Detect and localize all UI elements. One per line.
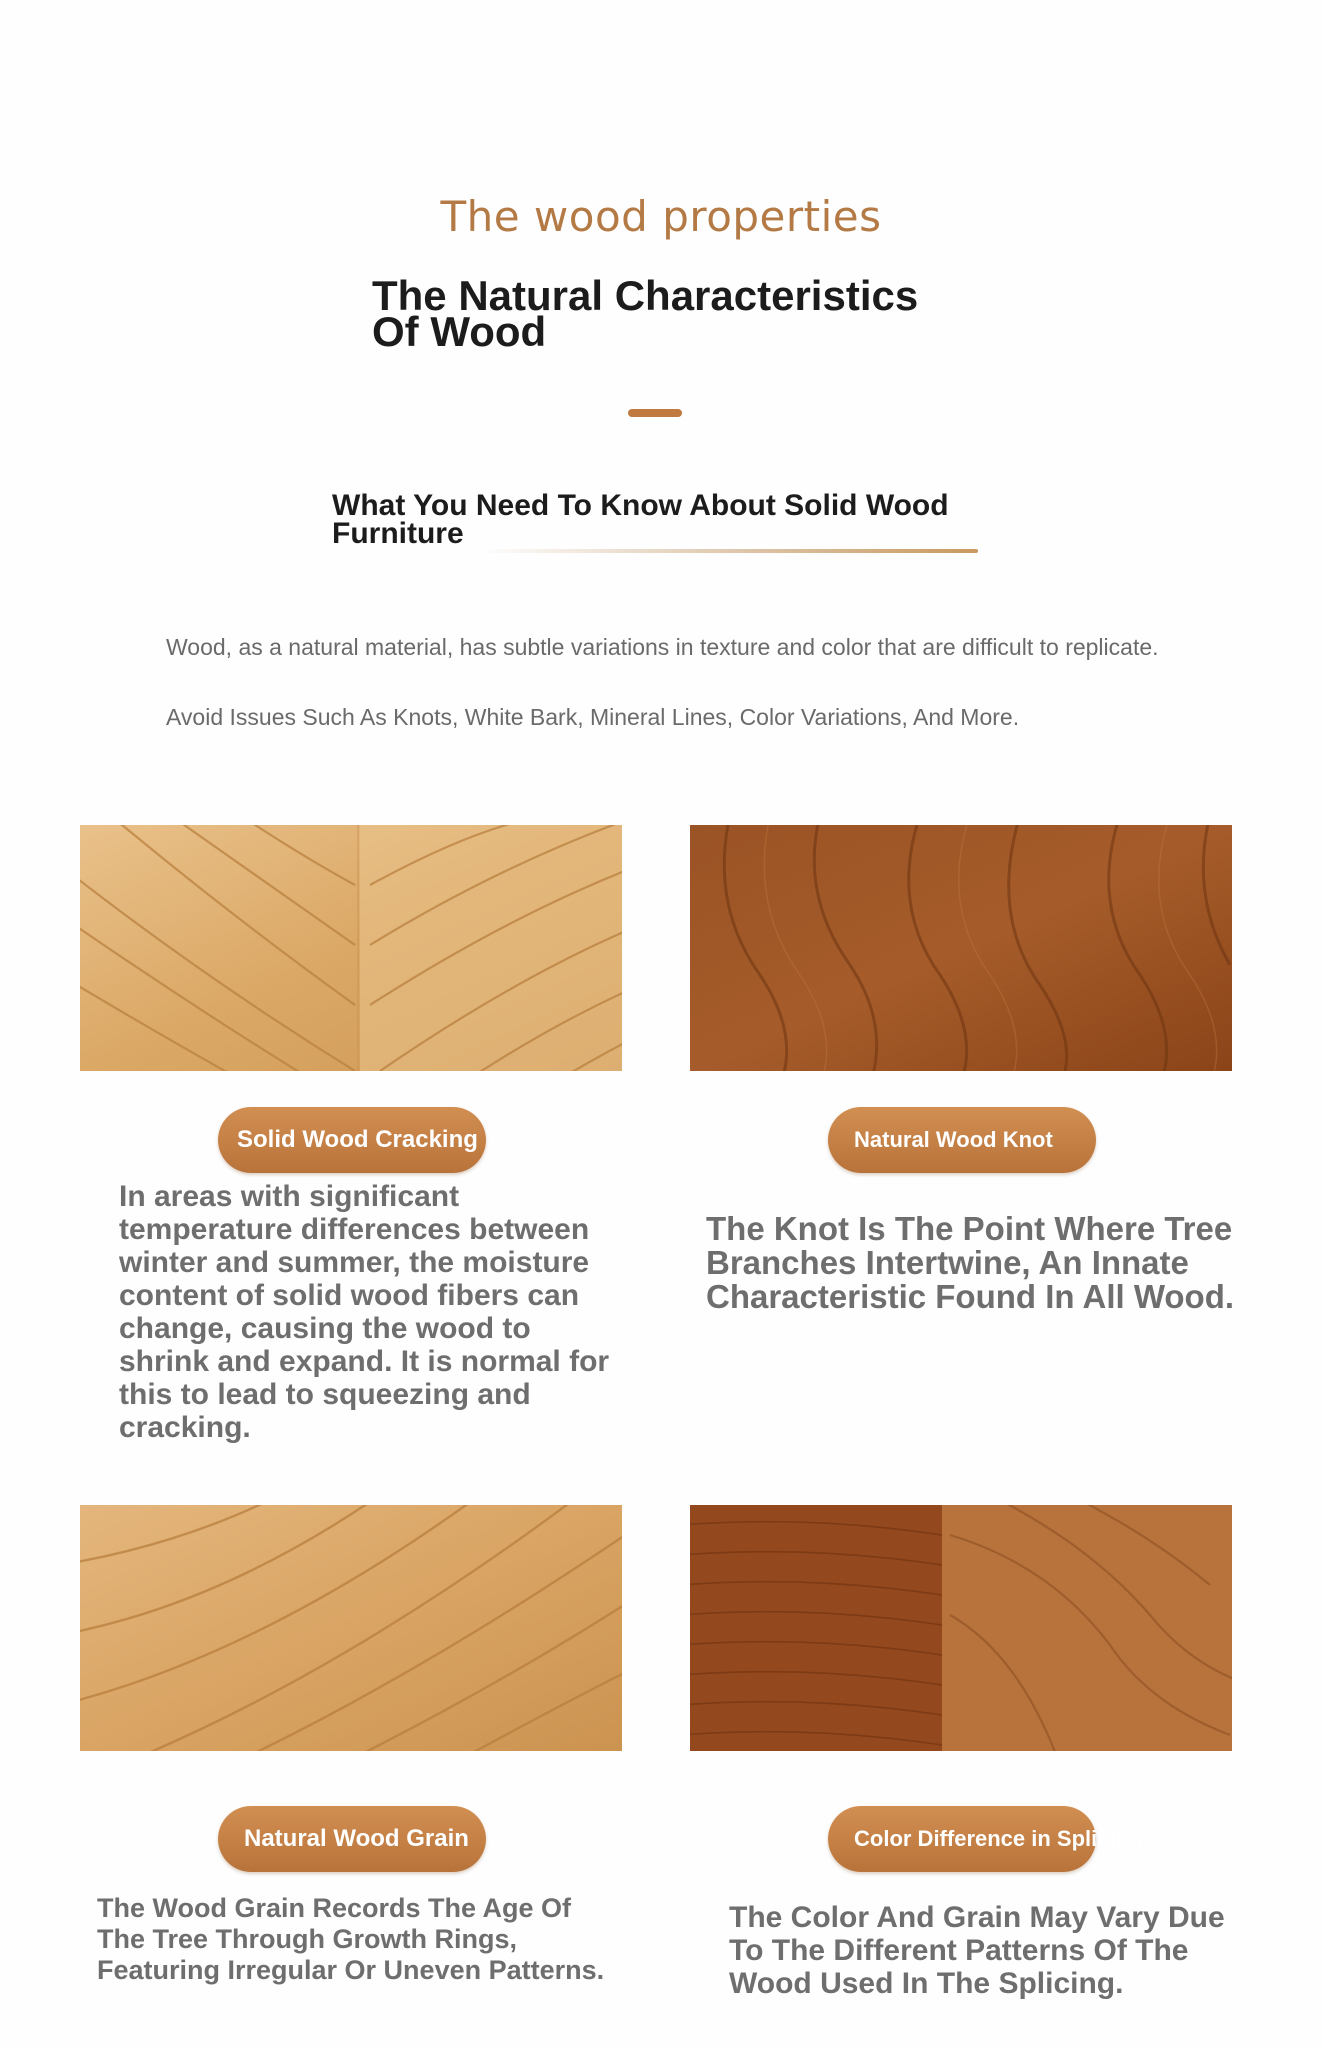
description-natural-wood-grain: The Wood Grain Records The Age Of The Tree Through Growth Rings, Featuring Irregular Or Uneven Patterns.: [97, 1893, 605, 1985]
intro-line-1: Wood, as a natural material, has subtle variations in texture and color that are difficult to replicate.: [166, 634, 1159, 660]
label-natural-wood-grain: Natural Wood Grain: [218, 1806, 486, 1872]
label-natural-wood-knot: Natural Wood Knot: [828, 1107, 1096, 1173]
wood-image-splicing: [690, 1505, 1232, 1751]
section-subheading: What You Need To Know About Solid Wood Furniture: [332, 489, 949, 550]
subheading-underline: [480, 549, 978, 553]
page-title: The Natural Characteristics Of Wood: [372, 272, 919, 355]
description-natural-wood-knot: The Knot Is The Point Where Tree Branches Intertwine, An Innate Characteristic Found In All Wood.: [706, 1210, 1235, 1315]
wood-image-grain: [80, 1505, 622, 1751]
title-accent-bar: [628, 409, 682, 417]
label-color-difference-splicing: Color Difference in Splicing: [828, 1806, 1096, 1872]
wood-image-cracking: [80, 825, 622, 1071]
intro-line-2: Avoid Issues Such As Knots, White Bark, Mineral Lines, Color Variations, And More.: [166, 704, 1020, 730]
description-color-difference-splicing: The Color And Grain May Vary Due To The Different Patterns Of The Wood Used In The Splicing.: [729, 1901, 1225, 2000]
description-solid-wood-cracking: In areas with significant temperature differences between winter and summer, the moisture content of solid wood fibers can change, causing the wood to shrink and expand. It is normal for this to lead to squeezing and cracking.: [119, 1180, 610, 1444]
section-script-title: The wood properties: [440, 192, 882, 241]
wood-image-knot: [690, 825, 1232, 1071]
label-solid-wood-cracking: Solid Wood Cracking: [218, 1107, 486, 1173]
